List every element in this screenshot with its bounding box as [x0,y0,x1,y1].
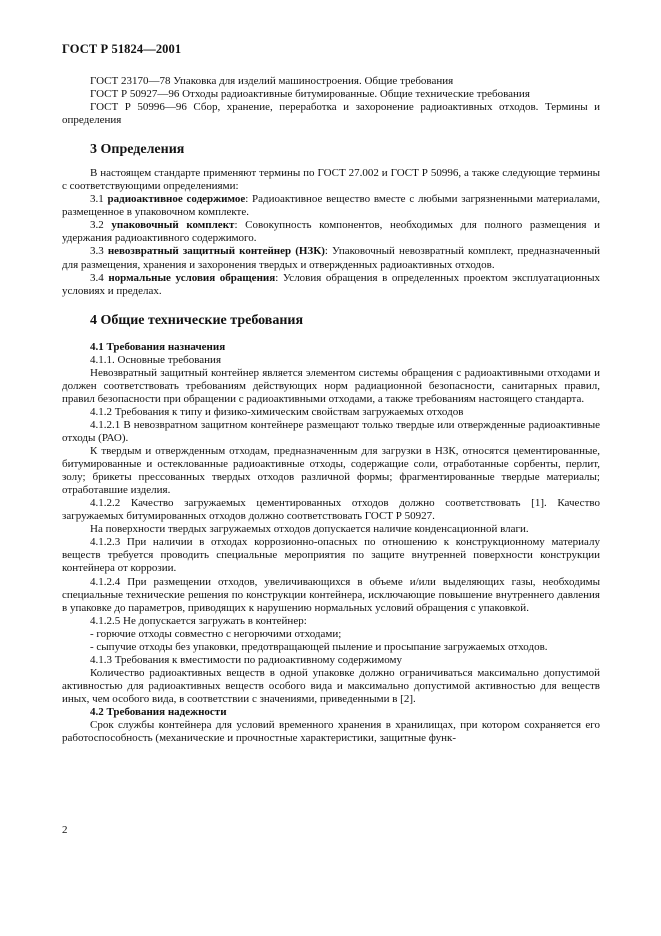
def-number: 3.3 [90,245,104,258]
paragraph: 4.1.2.4 При размещении отходов, увеличивающихся в объеме и/или выделяющих газы, необходимы специальные технические решения по конструкции контейнера, исключающие повышение внутреннего давления в упаковке до параметров, приводящих к нарушению нормальных условий обращения с упаковкой. [62,575,600,614]
section-3-intro: В настоящем стандарте применяют термины по ГОСТ 27.002 и ГОСТ Р 50996, а также следующие термины с соответствующими определениями: [62,167,600,193]
def-term: радиоактивное содержимое [107,193,246,206]
ref-line: ГОСТ Р 50927—96 Отходы радиоактивные битумированные. Общие технические требования [90,88,530,101]
definition-3-1 [62,193,600,219]
list-item: - сыпучие отходы без упаковки, предотвращающей пыление и просыпание загружаемых отходов. [90,640,548,653]
paragraph: 4.1.2.2 Качество загружаемых цементированных отходов должно соответствовать [1]. Качество загружаемых битумированных отходов должно соответствовать ГОСТ Р 50927. [62,497,600,523]
def-number: 3.1 [90,193,104,206]
section-3-heading: 3 Определения [90,142,185,158]
definition-3-2 [62,219,600,245]
paragraph: 4.1.3 Требования к вместимости по радиоактивному содержимому [90,653,403,666]
document-body [62,75,600,745]
paragraph: 4.1.2 Требования к типу и физико-химическим свойствам загружаемых отходов [90,405,464,418]
def-text: : Совокупность компонентов, необходимых для полного размещения и удержания радиоактивного содержимого. [62,219,600,245]
ref-line: ГОСТ 23170—78 Упаковка для изделий машиностроения. Общие требования [90,75,454,87]
page-number: 2 [62,824,68,836]
paragraph: Количество радиоактивных веществ в одной упаковке должно ограничиваться максимально допустимой активностью для радиоактивных веществ особого вида и максимально допустимой активностью для веществ иных, чем особого вида, в соответствии с значениями, приведенными в [2]. [62,666,600,705]
def-term: нормальные условия обращения [108,271,276,284]
def-number: 3.2 [90,219,104,232]
subsection-4-2-heading: 4.2 Требования надежности [90,705,227,718]
paragraph: На поверхности твердых загружаемых отходов допускается наличие конденсационной влаги. [90,523,529,536]
def-term: невозвратный защитный контейнер (НЗК) [107,245,325,258]
def-text: : Условия обращения в определенных проектом эксплуатационных условиях и пределах. [62,271,601,297]
def-number: 3.4 [90,271,104,284]
def-text: : Радиоактивное вещество вместе с любыми загрязненными материалами, размещенное в упаковочном комплекте. [62,193,600,219]
paragraph: 4.1.2.1 В невозвратном защитном контейнере размещают только твердые или отвержденные радиоактивные отходы (РАО). [62,418,600,444]
paragraph: 4.1.2.5 Не допускается загружать в контейнер: [90,614,307,627]
paragraph: Срок службы контейнера для условий временного хранения в хранилищах, при котором сохраняется его работоспособность (механические и прочностные характеристики, защитные функ- [62,719,600,745]
subsection-4-1-heading: 4.1 Требования назначения [90,340,226,353]
def-text: : Упаковочный невозвратный комплект, предназначенный для размещения, хранения и захоронения твердых и отвержденных радиоактивных отходов. [62,245,600,271]
def-term: упаковочный комплект [111,219,235,232]
definition-3-4 [62,272,600,298]
section-4-heading: 4 Общие технические требования [90,312,304,328]
doc-header-code: ГОСТ Р 51824—2001 [62,42,182,56]
definition-3-3 [62,245,600,271]
list-item: - горючие отходы совместно с негорючими отходами; [90,627,342,640]
ref-line: ГОСТ Р 50996—96 Сбор, хранение, переработка и захоронение радиоактивных отходов. Термины и определения [62,101,600,127]
paragraph: Невозвратный защитный контейнер является элементом системы обращения с радиоактивными отходами и должен соответствовать требованиям действующих норм радиационной безопасности, санитарных правил, правил безопасности при обращении с радиоактивными отходами, а также требованиям настоящего стандарта. [62,366,600,405]
paragraph: 4.1.2.3 При наличии в отходах коррозионно-опасных по отношению к конструкционному материалу веществ требуется проводить специальные мероприятия по защите внутренней поверхности конструкции контейнера от коррозии. [62,536,600,575]
paragraph: К твердым и отвержденным отходам, предназначенным для загрузки в НЗК, относятся цементированные, битумированные и остеклованные радиоактивные отходы, содержащие соли, отработанные сорбенты, перлит, золу; брикеты прессованных твердых отходов различной формы; фрагментированные твердые материалы; отработавшие изделия. [62,445,600,497]
paragraph: 4.1.1. Основные требования [90,353,222,366]
